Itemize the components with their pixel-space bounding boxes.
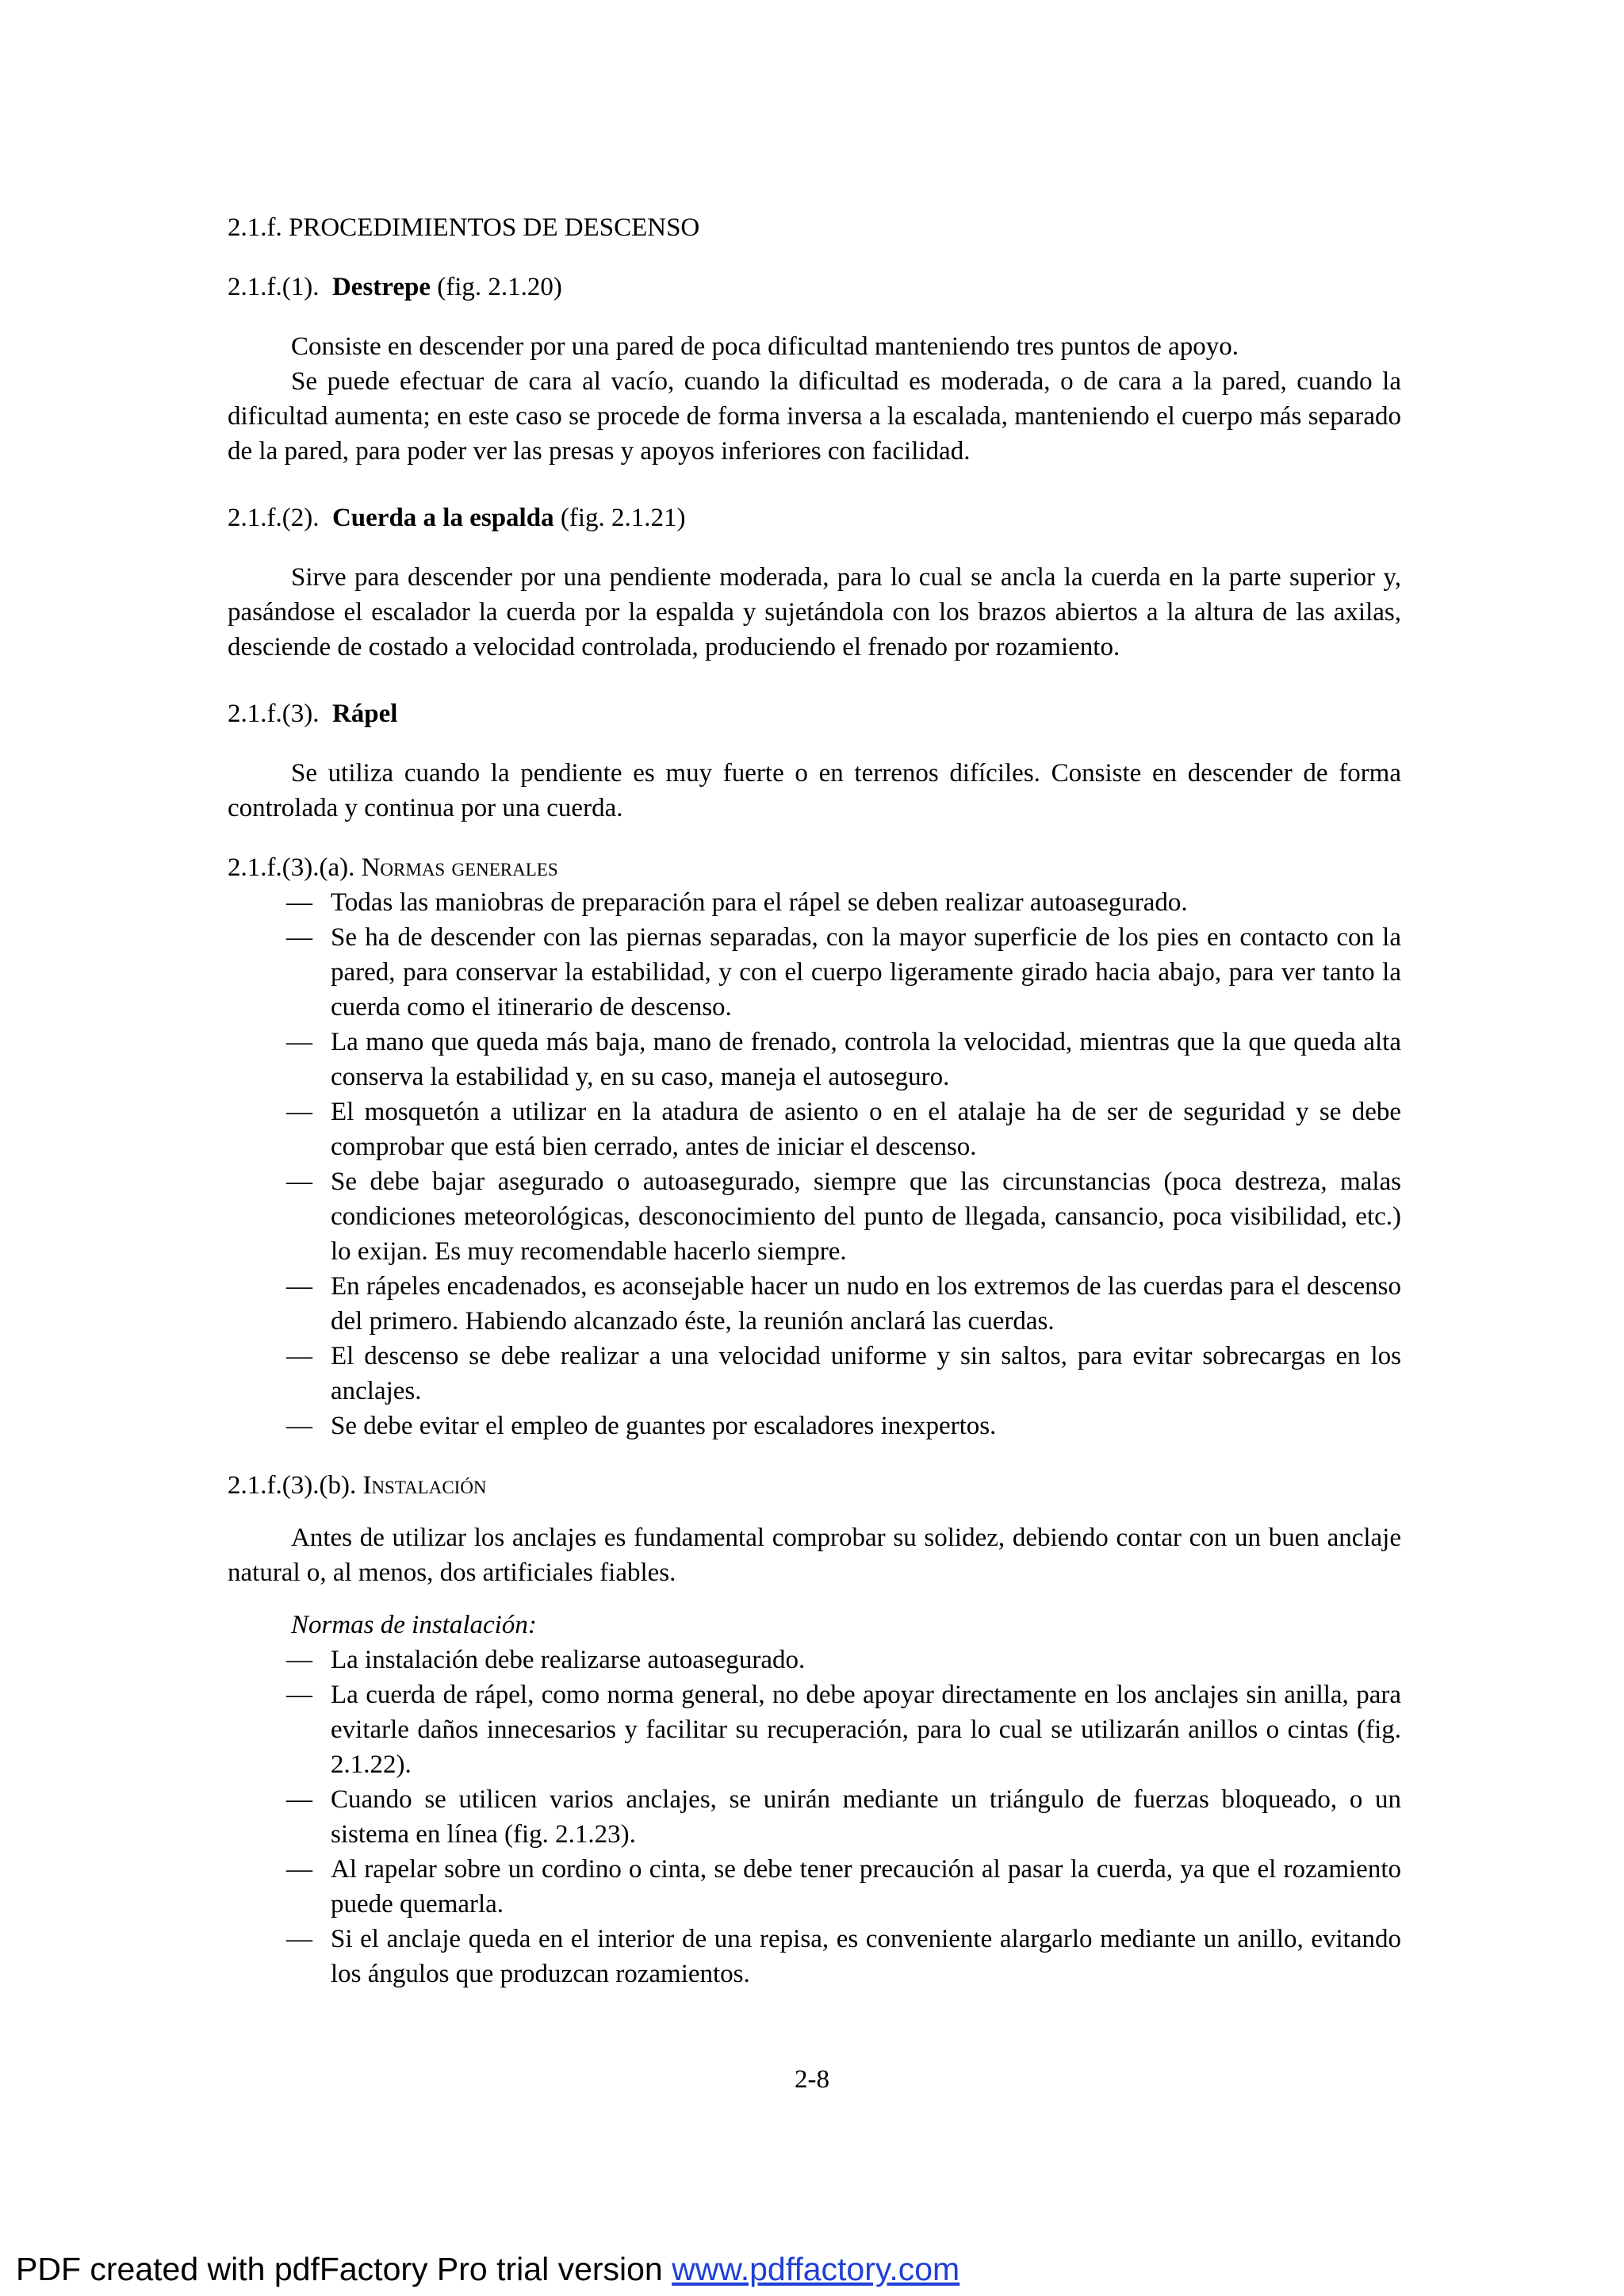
list-item xyxy=(286,1852,1401,1922)
heading-title: Destrepe xyxy=(331,273,431,301)
dash-bullet: — xyxy=(286,888,312,917)
list-item-text: El descenso se debe realizar a una velocidad uniforme y sin saltos, para evitar sobrecargas en los anclajes. xyxy=(331,1342,1401,1405)
list-item-text: Si el anclaje queda en el interior de una repisa, es conveniente alargarlo mediante un anillo, evitando los ángulos que produzcan rozamientos. xyxy=(331,1925,1401,1988)
dash-bullet: — xyxy=(286,1272,312,1301)
page-number: 2-8 xyxy=(795,2065,829,2094)
footer-text: PDF created with pdfFactory Pro trial version xyxy=(16,2251,672,2287)
list-item-text: Todas las maniobras de preparación para el rápel se deben realizar autoasegurado. xyxy=(331,888,1188,917)
list-item-text: La cuerda de rápel, como norma general, no debe apoyar directamente en los anclajes sin anilla, para evitarle daños innecesarios y facilitar su recuperación, para lo cual se utilizarán anillos o cintas (fig. 2.1.22). xyxy=(331,1681,1401,1779)
figure-ref: (fig. 2.1.20) xyxy=(437,273,562,301)
list-item xyxy=(286,1409,1401,1443)
heading-number: 2.1.f.(3).(b). xyxy=(228,1471,357,1500)
figure-ref: (fig. 2.1.21) xyxy=(560,504,686,532)
dash-bullet: — xyxy=(286,1785,312,1814)
pdf-footer xyxy=(16,2249,959,2289)
bullet-list xyxy=(228,885,1401,1443)
subsection-heading-rapel xyxy=(228,696,1401,731)
list-item-text: El mosquetón a utilizar en la atadura de asiento o en el atalaje ha de ser de seguridad y se debe comprobar que está bien cerrado, antes de iniciar el descenso. xyxy=(331,1098,1401,1161)
list-item-text: En rápeles encadenados, es aconsejable hacer un nudo en los extremos de las cuerdas para el descenso del primero. Habiendo alcanzado éste, la reunión anclará las cuerdas. xyxy=(331,1272,1401,1336)
page-content xyxy=(228,210,1401,1991)
paragraph: Se utiliza cuando la pendiente es muy fuerte o en terrenos difíciles. Consiste en descender de forma controlada y continua por una cuerda. xyxy=(228,759,1401,822)
list-item xyxy=(286,1339,1401,1409)
paragraph: Antes de utilizar los anclajes es fundamental comprobar su solidez, debiendo contar con un buen anclaje natural o, al menos, dos artificiales fiables. xyxy=(228,1524,1401,1587)
heading-number: 2.1.f.(2). xyxy=(228,504,320,532)
subsection-heading-cuerda xyxy=(228,500,1401,535)
dash-bullet: — xyxy=(286,1098,312,1126)
list-item xyxy=(286,1677,1401,1782)
list-item-text: Se debe evitar el empleo de guantes por escaladores inexpertos. xyxy=(331,1412,997,1440)
list-item-text: La mano que queda más baja, mano de frenado, controla la velocidad, mientras que la que queda alta conserva la estabilidad y, en su caso, maneja el autoseguro. xyxy=(331,1028,1401,1091)
list-item xyxy=(286,885,1401,920)
dash-bullet: — xyxy=(286,1412,312,1440)
list-item xyxy=(286,1782,1401,1852)
dash-bullet: — xyxy=(286,1167,312,1196)
dash-bullet: — xyxy=(286,1681,312,1709)
bullet-list xyxy=(228,1642,1401,1991)
heading-title: Instalación xyxy=(362,1471,487,1500)
dash-bullet: — xyxy=(286,1028,312,1056)
list-item xyxy=(286,1922,1401,1991)
heading-number: 2.1.f.(1). xyxy=(228,273,320,301)
list-item xyxy=(286,1269,1401,1339)
heading-title: Rápel xyxy=(331,700,398,728)
heading-number: 2.1.f.(3). xyxy=(228,700,320,728)
list-item-text: Cuando se utilicen varios anclajes, se unirán mediante un triángulo de fuerzas bloqueado, o un sistema en línea (fig. 2.1.23). xyxy=(331,1785,1401,1849)
paragraph: Consiste en descender por una pared de poca dificultad manteniendo tres puntos de apoyo. xyxy=(291,332,1239,361)
paragraph: Se puede efectuar de cara al vacío, cuando la dificultad es moderada, o de cara a la pared, cuando la dificultad aumenta; en este caso se procede de forma inversa a la escalada, manteniendo el cuerpo más separado de la pared, para poder ver las presas y apoyos inferiores con facilidad. xyxy=(228,367,1401,466)
subsection-heading-instalacion xyxy=(228,1468,1401,1503)
italic-subtitle: Normas de instalación: xyxy=(291,1611,537,1639)
list-item xyxy=(286,1164,1401,1269)
list-item-text: La instalación debe realizarse autoasegurado. xyxy=(331,1646,806,1674)
list-item xyxy=(286,1642,1401,1677)
dash-bullet: — xyxy=(286,1646,312,1674)
dash-bullet: — xyxy=(286,1342,312,1370)
list-item-text: Se debe bajar asegurado o autoasegurado, siempre que las circunstancias (poca destreza, malas condiciones meteorológicas, desconocimiento del punto de llegada, cansancio, poca visibilidad, etc.) lo exijan. Es muy recomendable hacerlo siempre. xyxy=(331,1167,1401,1266)
section-heading: 2.1.f. PROCEDIMIENTOS DE DESCENSO xyxy=(228,213,700,242)
list-item xyxy=(286,1094,1401,1164)
heading-number: 2.1.f.(3).(a). xyxy=(228,853,355,882)
heading-title: Cuerda a la espalda xyxy=(331,504,554,532)
list-item xyxy=(286,1025,1401,1094)
dash-bullet: — xyxy=(286,1925,312,1953)
subsection-heading-destrepe xyxy=(228,270,1401,305)
list-item-text: Se ha de descender con las piernas separadas, con la mayor superficie de los pies en contacto con la pared, para conservar la estabilidad, y con el cuerpo ligeramente girado hacia abajo, para ver tanto la cuerda como el itinerario de descenso. xyxy=(331,923,1401,1022)
dash-bullet: — xyxy=(286,923,312,952)
list-item xyxy=(286,920,1401,1025)
paragraph: Sirve para descender por una pendiente moderada, para lo cual se ancla la cuerda en la parte superior y, pasándose el escalador la cuerda por la espalda y sujetándola con los brazos abiertos a la altura de las axilas, desciende de costado a velocidad controlada, produciendo el frenado por rozamiento. xyxy=(228,563,1401,661)
dash-bullet: — xyxy=(286,1855,312,1884)
subsection-heading-normas xyxy=(228,850,1401,885)
heading-title: Normas generales xyxy=(361,853,558,882)
list-item-text: Al rapelar sobre un cordino o cinta, se debe tener precaución al pasar la cuerda, ya que el rozamiento puede quemarla. xyxy=(331,1855,1401,1918)
footer-link[interactable]: www.pdffactory.com xyxy=(672,2251,960,2287)
